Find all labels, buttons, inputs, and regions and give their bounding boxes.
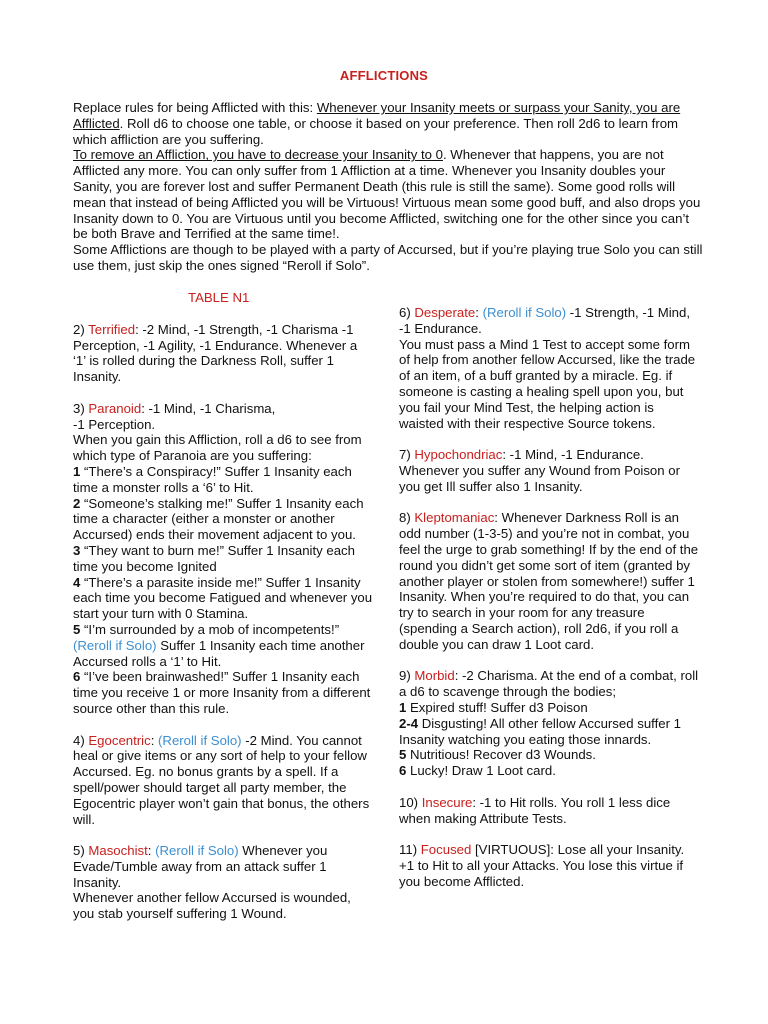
affliction-name: Paranoid bbox=[88, 400, 142, 416]
intro-paragraph-2: To remove an Affliction, you have to decrease your Insanity to 0. Whenever that happens, you are not Afflicted any more. You can only suffer from 1 Affliction at a time. Whenever you Insanity doubles your Sanity, you are forever lost and suffer Permanent Death (this rule is still the same). Some good rolls will mean that instead of being Afflicted you will be Virtuous! Virtuous mean some good buff, and also drops you Insanity down to 0. You are Virtuous until you become Afflicted, switching one for the other since you can’t be both Brave and Terrified at the same time!. bbox=[73, 147, 701, 242]
reroll-tag: (Reroll if Solo) bbox=[155, 843, 239, 859]
affliction-insecure: 10) Insecure: -1 to Hit rolls. You roll 1 less dice when making Attribute Tests. bbox=[399, 794, 671, 826]
reroll-tag: (Reroll if Solo) bbox=[73, 637, 157, 653]
intro-paragraph-3: Some Afflictions are though to be played with a party of Accursed, but if you’re playing true Solo you can still use them, just skip the ones signed “Reroll if Solo”. bbox=[73, 242, 703, 273]
paranoia-option: 4 “There’s a parasite inside me!” Suffer 1 Insanity each time you become Fatigued and whenever you start your turn with 0 Stamina. bbox=[73, 574, 373, 622]
table-title: TABLE N1 bbox=[188, 290, 250, 305]
intro-paragraph-1: Replace rules for being Afflicted with this: Whenever your Insanity meets or surpass your Sanity, you are Afflicted. Roll d6 to choose one table, or choose it based on your preference. Then roll 2d6 to learn from which affliction are you suffering. bbox=[73, 100, 681, 147]
morbid-option: 5 Nutritious! Recover d3 Wounds. bbox=[399, 747, 596, 763]
paranoia-option: 1 “There’s a Conspiracy!” Suffer 1 Insanity each time a monster rolls a ‘6’ to Hit. bbox=[73, 463, 352, 495]
affliction-name: Desperate bbox=[414, 305, 476, 320]
affliction-masochist: 5) Masochist: (Reroll if Solo) Whenever you Evade/Tumble away from an attack suffer 1 Insanity. Whenever another fellow Accursed is wounded, you stab yourself suffering 1 Wound. bbox=[73, 843, 351, 922]
left-column bbox=[73, 290, 373, 938]
affliction-name: Insecure bbox=[421, 794, 473, 810]
virtue-focused: 11) Focused [VIRTUOUS]: Lose all your Insanity. +1 to Hit to all your Attacks. You lose this virtue if you become Afflicted. bbox=[399, 842, 685, 889]
reroll-tag: (Reroll if Solo) bbox=[482, 305, 567, 320]
affliction-name: Masochist bbox=[88, 843, 148, 859]
page-title: AFFLICTIONS bbox=[339, 68, 429, 83]
affliction-hypochondriac: 7) Hypochondriac: -1 Mind, -1 Endurance. Whenever you suffer any Wound from Poison or you get Ill suffer also 1 Insanity. bbox=[399, 447, 680, 494]
affliction-paranoid: 3) Paranoid: -1 Mind, -1 Charisma, -1 Perception. When you gain this Affliction, roll a d6 to see from which type of Paranoia are you suffering: 1 “There’s a Conspiracy!” Suffer 1 Insanity each time a monster rolls a ‘6’ to Hit. 2 “Someone’s stalking me!” Suffer 1 Insanity each time a character (either a monster or another Accursed) ends their movement adjacent to you. 3 “They want to burn me!” Suffer 1 Insanity each time you become Ignited 4 “There’s a parasite inside me!” Suffer 1 Insanity each time you become Fatigued and whenever you start your turn with 0 Stamina. 5 “I’m surrounded by a mob of incompetents!” (Reroll if Solo) Suffer 1 Insanity each time another Accursed rolls a ‘1’ to Hit. 6 “I’ve been brainwashed!” Suffer 1 Insanity each time you receive 1 or more Insanity from a different source other than this rule. bbox=[73, 400, 373, 716]
paranoia-option: 5 “I’m surrounded by a mob of incompetents!” (Reroll if Solo) Suffer 1 Insanity each time another Accursed rolls a ‘1’ to Hit. bbox=[73, 621, 365, 669]
paranoia-option: 3 “They want to burn me!” Suffer 1 Insanity each time you become Ignited bbox=[73, 542, 355, 574]
affliction-terrified: 2) Terrified: -2 Mind, -1 Strength, -1 Charisma -1 Perception, -1 Agility, -1 Endurance. Whenever a ‘1’ is rolled during the Darkness Roll, suffer 1 Insanity. bbox=[73, 321, 358, 385]
affliction-morbid: 9) Morbid: -2 Charisma. At the end of a combat, roll a d6 to scavenge through the bodies; 1 Expired stuff! Suffer d3 Poison 2-4 Disgusting! All other fellow Accursed suffer 1 Insanity watching you eating those innards. 5 Nutritious! Recover d3 Wounds. 6 Lucky! Draw 1 Loot card. bbox=[399, 668, 699, 779]
morbid-option: 2-4 Disgusting! All other fellow Accursed suffer 1 Insanity watching you eating those innards. bbox=[399, 715, 681, 747]
affliction-name: Kleptomaniac bbox=[414, 510, 495, 526]
intro-section bbox=[73, 100, 703, 274]
affliction-desperate: 6) Desperate: (Reroll if Solo) -1 Strength, -1 Mind, -1 Endurance. You must pass a Mind 1 Test to accept some form of help from another fellow Accursed, like the trade of an item, of a buff granted by a miracle. Eg. if someone is casting a healing spell upon you, but you fail your Mind Test, the helping action is waisted with their respective Source tokens. bbox=[399, 305, 696, 431]
reroll-tag: (Reroll if Solo) bbox=[158, 732, 242, 748]
affliction-name: Egocentric bbox=[88, 732, 151, 748]
affliction-name: Hypochondriac bbox=[414, 447, 503, 463]
affliction-name: Terrified bbox=[88, 321, 136, 337]
affliction-name: Morbid bbox=[414, 668, 455, 684]
paranoia-option: 6 “I’ve been brainwashed!” Suffer 1 Insanity each time you receive 1 or more Insanity from a different source other than this rule. bbox=[73, 669, 371, 716]
paranoia-option: 2 “Someone’s stalking me!” Suffer 1 Insanity each time a character (either a monster or another Accursed) ends their movement adjacent to you. bbox=[73, 495, 364, 543]
affliction-kleptomaniac: 8) Kleptomaniac: Whenever Darkness Roll is an odd number (1-3-5) and you’re not in combat, you feel the urge to grab something! If by the end of the round you didn’t get some sort of item (granted by another player or stolen from somewhere!) suffer 1 Insanity. When you’re required to do that, you can try to search in your room for any treasure (spending a Search action), roll 2d6, if you roll a double you can draw 1 Loot card. bbox=[399, 510, 699, 652]
morbid-option: 6 Lucky! Draw 1 Loot card. bbox=[399, 763, 556, 779]
right-column bbox=[399, 305, 699, 905]
morbid-option: 1 Expired stuff! Suffer d3 Poison bbox=[399, 699, 588, 715]
affliction-name: Focused bbox=[420, 842, 472, 858]
affliction-egocentric: 4) Egocentric: (Reroll if Solo) -2 Mind. You cannot heal or give items or any sort of help to your fellow Accursed. Eg. no bonus grants by a spell. If a spell/power should target all party member, the Egocentric player won’t gain that bonus, the others will. bbox=[73, 732, 370, 827]
